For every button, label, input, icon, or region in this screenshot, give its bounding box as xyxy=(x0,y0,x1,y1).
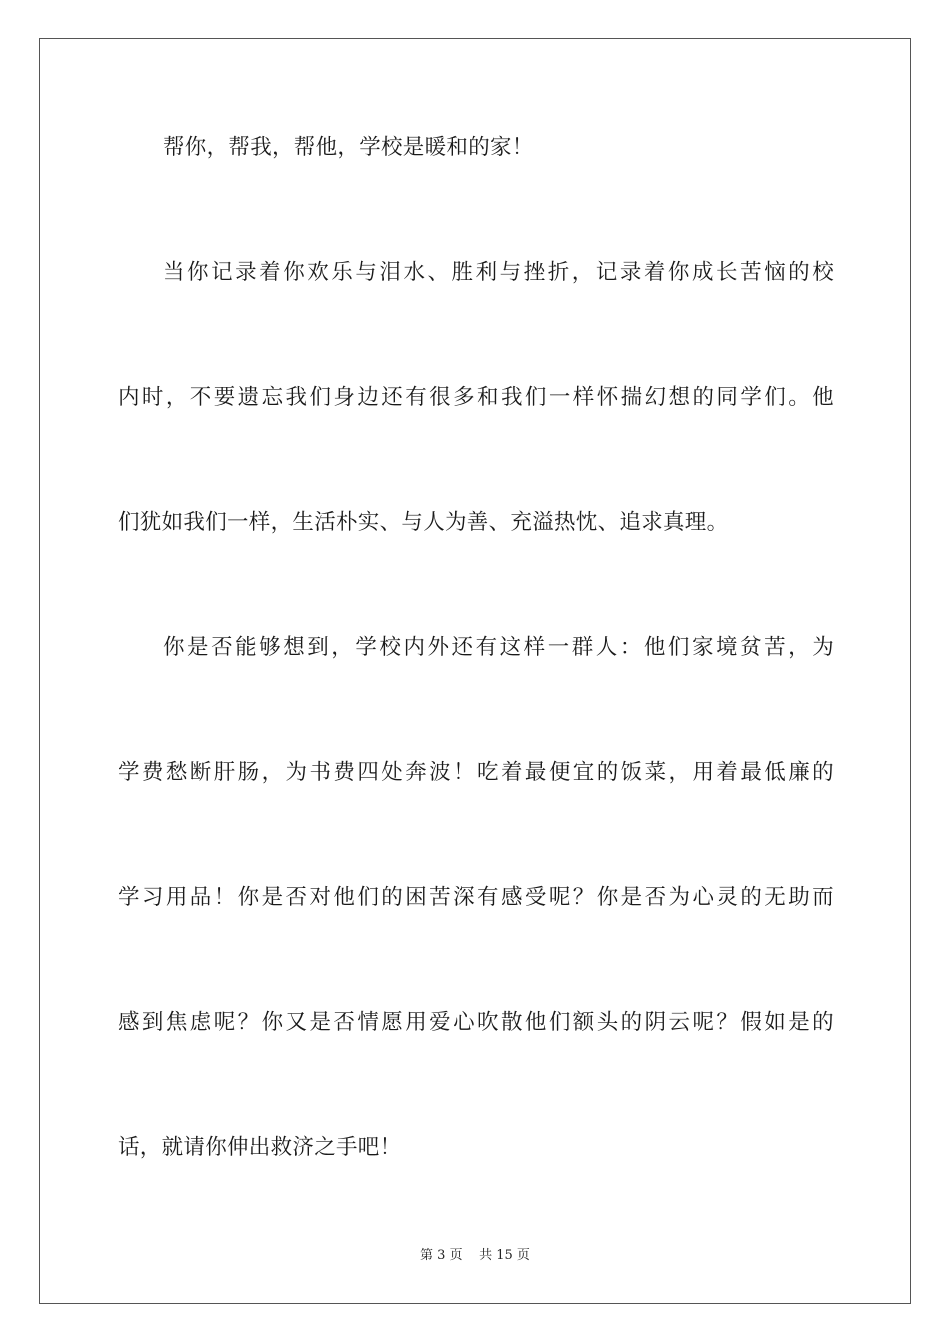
page-total: 共 15 页 xyxy=(479,1248,530,1263)
paragraph-1-line-1: 帮你，帮我，帮他，学校是暖和的家！ xyxy=(163,135,534,160)
page-border xyxy=(39,38,911,1304)
paragraph-2-line-1: 当你记录着你欢乐与泪水、胜利与挫折，记录着你成长苦恼的校 xyxy=(163,260,834,285)
paragraph-2-line-2: 内时，不要遗忘我们身边还有很多和我们一样怀揣幻想的同学们。他 xyxy=(118,385,834,410)
paragraph-3-line-1: 你是否能够想到，学校内外还有这样一群人：他们家境贫苦，为 xyxy=(163,635,834,660)
page-footer xyxy=(0,1247,950,1265)
paragraph-3-line-3: 学习用品！你是否对他们的困苦深有感受呢？你是否为心灵的无助而 xyxy=(118,885,834,910)
paragraph-3-line-4: 感到焦虑呢？你又是否情愿用爱心吹散他们额头的阴云呢？假如是的 xyxy=(118,1010,834,1035)
paragraph-2-line-3: 们犹如我们一样，生活朴实、与人为善、充溢热忱、追求真理。 xyxy=(118,510,729,535)
paragraph-3-line-5: 话，就请你伸出救济之手吧！ xyxy=(118,1135,402,1160)
paragraph-3-line-2: 学费愁断肝肠，为书费四处奔波！吃着最便宜的饭菜，用着最低廉的 xyxy=(118,760,834,785)
page-number: 第 3 页 xyxy=(420,1248,463,1263)
